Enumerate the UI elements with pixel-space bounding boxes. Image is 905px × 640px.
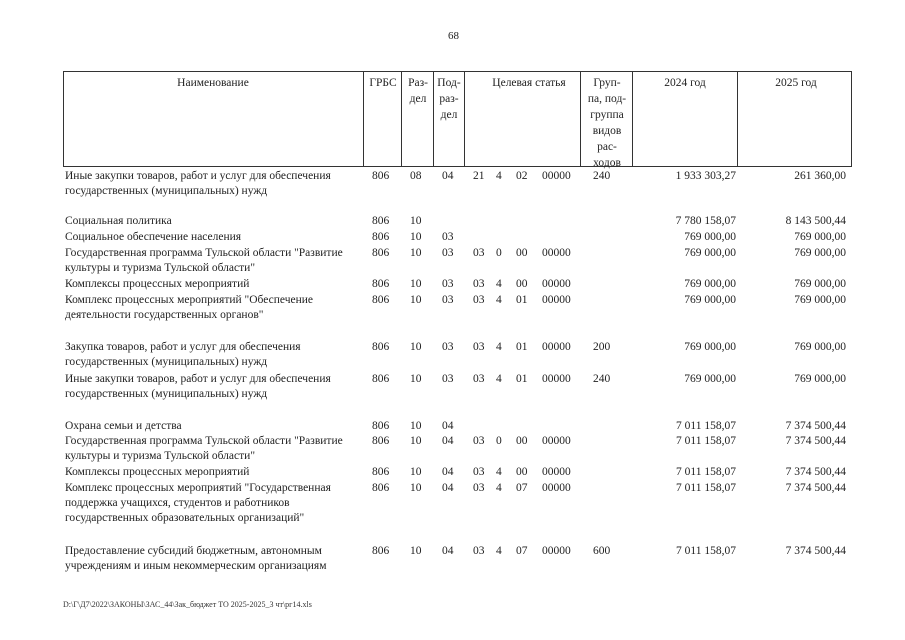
cell-v24: 7 011 158,07	[676, 545, 736, 557]
cell-t4: 00000	[542, 341, 571, 353]
cell-t3: 00	[516, 435, 528, 447]
cell-v25: 769 000,00	[794, 231, 846, 243]
cell-t1: 21	[473, 170, 485, 182]
header-group: Груп- па, под- группа видов рас- ходов	[587, 77, 627, 169]
cell-grbs: 806	[372, 466, 390, 478]
cell-razdel: 10	[410, 294, 422, 306]
cell-name: Государственная программа Тульской области "Развитие культуры и туризма Тульской области"	[65, 435, 343, 462]
cell-v25: 7 374 500,44	[785, 420, 846, 432]
cell-t3: 02	[516, 170, 528, 182]
cell-t4: 00000	[542, 373, 571, 385]
cell-t2: 4	[496, 373, 502, 385]
cell-name: Социальное обеспечение населения	[65, 231, 242, 243]
cell-t2: 4	[496, 466, 502, 478]
cell-t2: 0	[496, 247, 502, 259]
cell-v24: 7 011 158,07	[676, 435, 736, 447]
header-grbs: ГРБС	[369, 77, 397, 89]
cell-v24: 769 000,00	[684, 341, 736, 353]
cell-t3: 00	[516, 247, 528, 259]
cell-pod: 03	[442, 231, 454, 243]
table-header	[63, 71, 852, 167]
cell-t3: 00	[516, 278, 528, 290]
cell-t4: 00000	[542, 482, 571, 494]
cell-t1: 03	[473, 247, 485, 259]
cell-v25: 8 143 500,44	[785, 215, 846, 227]
cell-razdel: 10	[410, 482, 422, 494]
cell-pod: 04	[442, 545, 454, 557]
header-target: Целевая статья	[492, 77, 566, 89]
cell-grp: 600	[593, 545, 611, 557]
cell-pod: 03	[442, 247, 454, 259]
cell-pod: 03	[442, 373, 454, 385]
cell-name: Комплексы процессных мероприятий	[65, 466, 250, 478]
file-path-footer: D:\Г\Д7\2022\ЗАКОНЫ\ЗАС_44\Зак_бюджет ТО 2025-2025_3 чт\рг14.xls	[63, 600, 312, 609]
cell-v24: 1 933 303,27	[675, 170, 736, 182]
cell-pod: 03	[442, 278, 454, 290]
cell-name: Охрана семьи и детства	[65, 420, 182, 432]
cell-t2: 4	[496, 294, 502, 306]
cell-grbs: 806	[372, 373, 390, 385]
cell-t4: 00000	[542, 278, 571, 290]
cell-t4: 00000	[542, 294, 571, 306]
cell-t4: 00000	[542, 435, 571, 447]
cell-razdel: 10	[410, 466, 422, 478]
cell-t3: 07	[516, 482, 528, 494]
cell-name: Комплексы процессных мероприятий	[65, 278, 250, 290]
cell-name: Социальная политика	[65, 215, 172, 227]
cell-t4: 00000	[542, 247, 571, 259]
cell-t2: 4	[496, 341, 502, 353]
cell-v25: 7 374 500,44	[785, 435, 846, 447]
cell-v25: 769 000,00	[794, 247, 846, 259]
cell-t1: 03	[473, 482, 485, 494]
cell-t3: 01	[516, 294, 528, 306]
cell-grbs: 806	[372, 341, 390, 353]
cell-name: Иные закупки товаров, работ и услуг для обеспечения государственных (муниципальных) нужд	[65, 170, 331, 197]
cell-v24: 769 000,00	[684, 231, 736, 243]
cell-razdel: 10	[410, 231, 422, 243]
cell-grbs: 806	[372, 294, 390, 306]
cell-razdel: 10	[410, 215, 422, 227]
cell-pod: 03	[442, 294, 454, 306]
cell-pod: 03	[442, 341, 454, 353]
cell-grbs: 806	[372, 435, 390, 447]
cell-t4: 00000	[542, 545, 571, 557]
cell-name: Иные закупки товаров, работ и услуг для обеспечения государственных (муниципальных) нужд	[65, 373, 331, 400]
cell-razdel: 10	[410, 341, 422, 353]
cell-v25: 7 374 500,44	[785, 545, 846, 557]
column-divider	[737, 72, 738, 166]
page-number: 68	[448, 30, 459, 42]
cell-v24: 769 000,00	[684, 247, 736, 259]
cell-grbs: 806	[372, 420, 390, 432]
header-name: Наименование	[177, 77, 249, 89]
cell-t2: 4	[496, 278, 502, 290]
cell-pod: 04	[442, 466, 454, 478]
cell-v25: 769 000,00	[794, 373, 846, 385]
cell-name: Комплекс процессных мероприятий "Государственная поддержка учащихся, студентов и работников государственных образовательных организаций"	[65, 482, 331, 524]
cell-t3: 01	[516, 373, 528, 385]
cell-t2: 4	[496, 170, 502, 182]
cell-t1: 03	[473, 373, 485, 385]
header-razdel: Раз- дел	[408, 77, 428, 105]
cell-razdel: 10	[410, 278, 422, 290]
cell-v25: 769 000,00	[794, 294, 846, 306]
cell-v25: 261 360,00	[794, 170, 846, 182]
cell-v24: 7 011 158,07	[676, 466, 736, 478]
cell-name: Государственная программа Тульской области "Развитие культуры и туризма Тульской области"	[65, 247, 343, 274]
cell-t1: 03	[473, 278, 485, 290]
column-divider	[464, 72, 465, 166]
cell-v24: 769 000,00	[684, 294, 736, 306]
cell-t2: 4	[496, 482, 502, 494]
cell-t2: 0	[496, 435, 502, 447]
cell-grbs: 806	[372, 247, 390, 259]
cell-razdel: 10	[410, 545, 422, 557]
cell-v25: 7 374 500,44	[785, 482, 846, 494]
cell-t1: 03	[473, 435, 485, 447]
cell-grp: 200	[593, 341, 611, 353]
cell-v24: 769 000,00	[684, 278, 736, 290]
cell-t3: 00	[516, 466, 528, 478]
cell-t3: 07	[516, 545, 528, 557]
cell-pod: 04	[442, 170, 454, 182]
header-2024: 2024 год	[664, 77, 706, 89]
cell-razdel: 10	[410, 247, 422, 259]
column-divider	[433, 72, 434, 166]
cell-razdel: 08	[410, 170, 422, 182]
header-2025: 2025 год	[775, 77, 817, 89]
cell-grbs: 806	[372, 482, 390, 494]
cell-v25: 769 000,00	[794, 341, 846, 353]
cell-t1: 03	[473, 545, 485, 557]
cell-razdel: 10	[410, 435, 422, 447]
cell-v24: 7 780 158,07	[675, 215, 736, 227]
cell-name: Закупка товаров, работ и услуг для обеспечения государственных (муниципальных) нужд	[65, 341, 301, 368]
header-podrazdel: Под- раз- дел	[437, 77, 461, 121]
cell-t1: 03	[473, 294, 485, 306]
cell-v25: 769 000,00	[794, 278, 846, 290]
cell-v25: 7 374 500,44	[785, 466, 846, 478]
cell-name: Предоставление субсидий бюджетным, автономным учреждениям и иным некоммерческим организациям	[65, 545, 327, 572]
cell-v24: 7 011 158,07	[676, 420, 736, 432]
column-divider	[363, 72, 364, 166]
cell-name: Комплекс процессных мероприятий "Обеспечение деятельности государственных органов"	[65, 294, 314, 321]
cell-t1: 03	[473, 466, 485, 478]
cell-grp: 240	[593, 170, 611, 182]
cell-t3: 01	[516, 341, 528, 353]
cell-grbs: 806	[372, 170, 390, 182]
cell-t4: 00000	[542, 170, 571, 182]
cell-grbs: 806	[372, 278, 390, 290]
cell-pod: 04	[442, 420, 454, 432]
cell-pod: 04	[442, 435, 454, 447]
cell-t4: 00000	[542, 466, 571, 478]
cell-t1: 03	[473, 341, 485, 353]
cell-grbs: 806	[372, 231, 390, 243]
cell-grbs: 806	[372, 215, 390, 227]
cell-razdel: 10	[410, 420, 422, 432]
cell-t2: 4	[496, 545, 502, 557]
cell-grbs: 806	[372, 545, 390, 557]
column-divider	[401, 72, 402, 166]
cell-pod: 04	[442, 482, 454, 494]
cell-razdel: 10	[410, 373, 422, 385]
cell-grp: 240	[593, 373, 611, 385]
cell-v24: 769 000,00	[684, 373, 736, 385]
cell-v24: 7 011 158,07	[676, 482, 736, 494]
